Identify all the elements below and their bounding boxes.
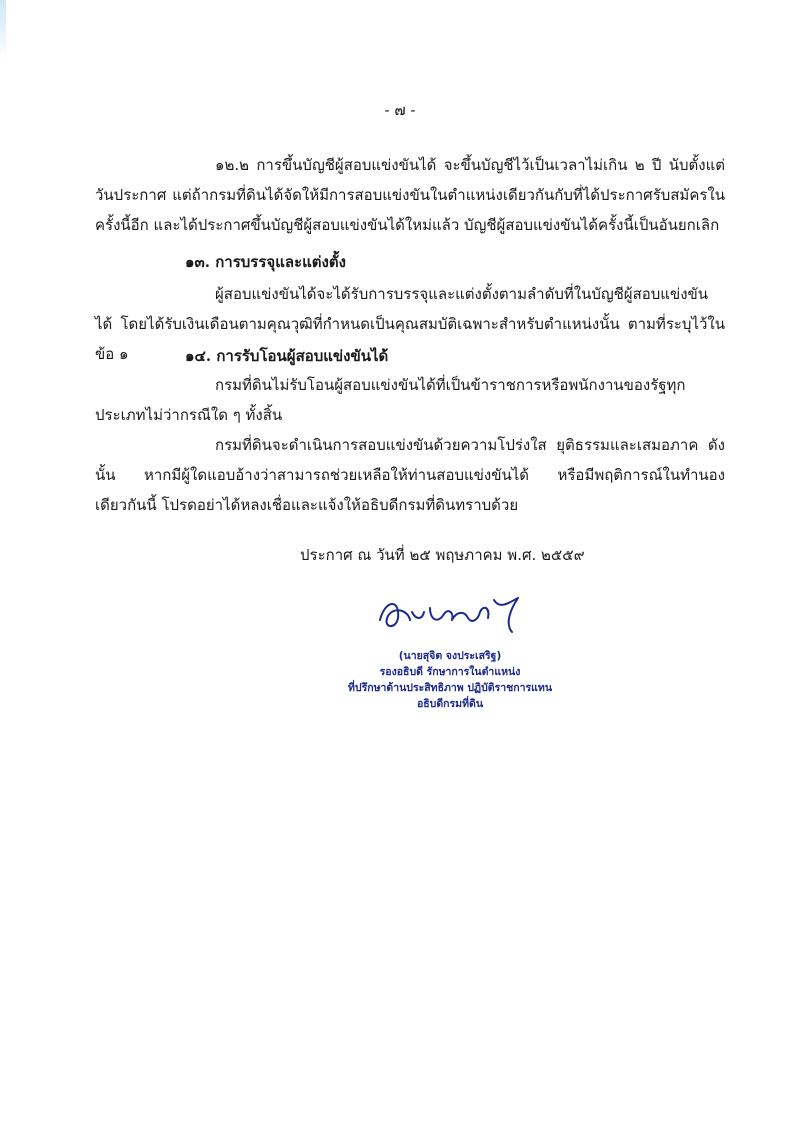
signatory-title-2: ที่ปรึกษาด้านประสิทธิภาพ ปฏิบัติราชการแทน <box>348 682 552 694</box>
signatory-name: (นายสุจิต จงประเสริฐ) <box>398 650 502 662</box>
page-number: - ๗ - <box>384 101 416 119</box>
section-14-text: กรมที่ดินไม่รับโอนผู้สอบแข่งขันได้ที่เป็นข้าราชการหรือพนักงานของรัฐทุกประเภทไม่ว่ากรณีใด ๆ ทั้งสิ้น <box>95 376 686 424</box>
notice-paragraph <box>95 430 725 520</box>
announcement-date: ประกาศ ณ วันที่ ๒๕ พฤษภาคม พ.ศ. ๒๕๕๙ <box>300 546 585 564</box>
signatory-title-3: อธิบดีกรมที่ดิน <box>416 698 484 710</box>
signature-block <box>330 648 570 712</box>
scan-edge-mark <box>0 0 6 60</box>
notice-text: กรมที่ดินจะดำเนินการสอบแข่งขันด้วยความโปร่งใส ยุติธรรมและเสมอภาค ดังนั้น หากมีผู้ใดแอบอ้างว่าสามารถช่วยเหลือให้ท่านสอบแข่งขันได้ หรือมีพฤติการณ์ในทำนองเดียวกันนี้ โปรดอย่าได้หลงเชื่อและแจ้งให้อธิบดีกรมที่ดินทราบด้วย <box>95 436 725 514</box>
section-14-heading: ๑๔. การรับโอนผู้สอบแข่งขันได้ <box>185 347 389 365</box>
signatory-title-1: รองอธิบดี รักษาการในตำแหน่ง <box>379 666 521 678</box>
section-13-heading: ๑๓. การบรรจุและแต่งตั้ง <box>185 253 346 271</box>
section-14-paragraph <box>95 370 725 430</box>
handwritten-signature <box>360 590 540 640</box>
section-13-text: ผู้สอบแข่งขันได้จะได้รับการบรรจุและแต่งตั้งตามลำดับที่ในบัญชีผู้สอบแข่งขันได้ โดยได้รับเงินเดือนตามคุณวุฒิที่กำหนดเป็นคุณสมบัติเฉพาะสำหรับตำแหน่งนั้น ตามที่ระบุไว้ในข้อ ๑ <box>95 285 725 363</box>
section-12-2-text: ๑๒.๒ การขึ้นบัญชีผู้สอบแข่งขันได้ จะขึ้นบัญชีไว้เป็นเวลาไม่เกิน ๒ ปี นับตั้งแต่วันประกาศ แต่ถ้ากรมที่ดินได้จัดให้มีการสอบแข่งขันในตำแหน่งเดียวกันกับที่ได้ประกาศรับสมัครในครั้งนี้อีก และได้ประกาศขึ้นบัญชีผู้สอบแข่งขันได้ใหม่แล้ว บัญชีผู้สอบแข่งขันได้ครั้งนี้เป็นอันยกเลิก <box>95 156 725 234</box>
section-12-2-paragraph <box>95 150 725 240</box>
